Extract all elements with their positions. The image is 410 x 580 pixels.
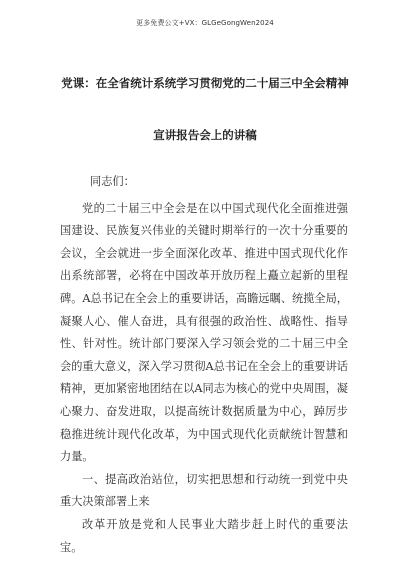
header-note: 更多免费公文+VX：GLGeGongWen2024 <box>136 19 274 27</box>
title-line-1: 党课：在全省统计系统学习贯彻党的二十届三中全会精神 <box>61 76 349 90</box>
greeting: 同志们： <box>90 175 135 188</box>
document-body <box>60 171 348 559</box>
title-line-2: 宣讲报告会上的讲稿 <box>153 128 257 142</box>
paragraph-2: 改革开放是党和人民事业大踏步赶上时代的重要法宝。 <box>60 517 348 554</box>
paragraph-1: 党的二十届三中全会是在以中国式现代化全面推进强国建设、民族复兴伟业的关键时期举行的一次十分重要的会议，全会就进一步全面深化改革、推进中国式现代化作出系统部署，必将在中国改革开放历程上矗立起新的里程碑。A总书记在全会上的重要讲话，高瞻远瞩、统揽全局，凝聚人心、催人奋进，具有很强的政治性、战略性、指导性、针对性。统计部门要深入学习领会党的二十届三中全会的重大意义，深入学习贯彻A总书记在全会上的重要讲话精神，更加紧密地团结在以A同志为核心的党中央周围，凝心聚力、奋发进取，以提高统计数据质量为中心，踔厉步稳推进统计现代化改革，为中国式现代化贡献统计智慧和力量。 <box>60 201 348 464</box>
document-title <box>40 76 370 142</box>
section-heading-1: 一、提高政治站位，切实把思想和行动统一到党中央重大决策部署上来 <box>60 472 348 509</box>
